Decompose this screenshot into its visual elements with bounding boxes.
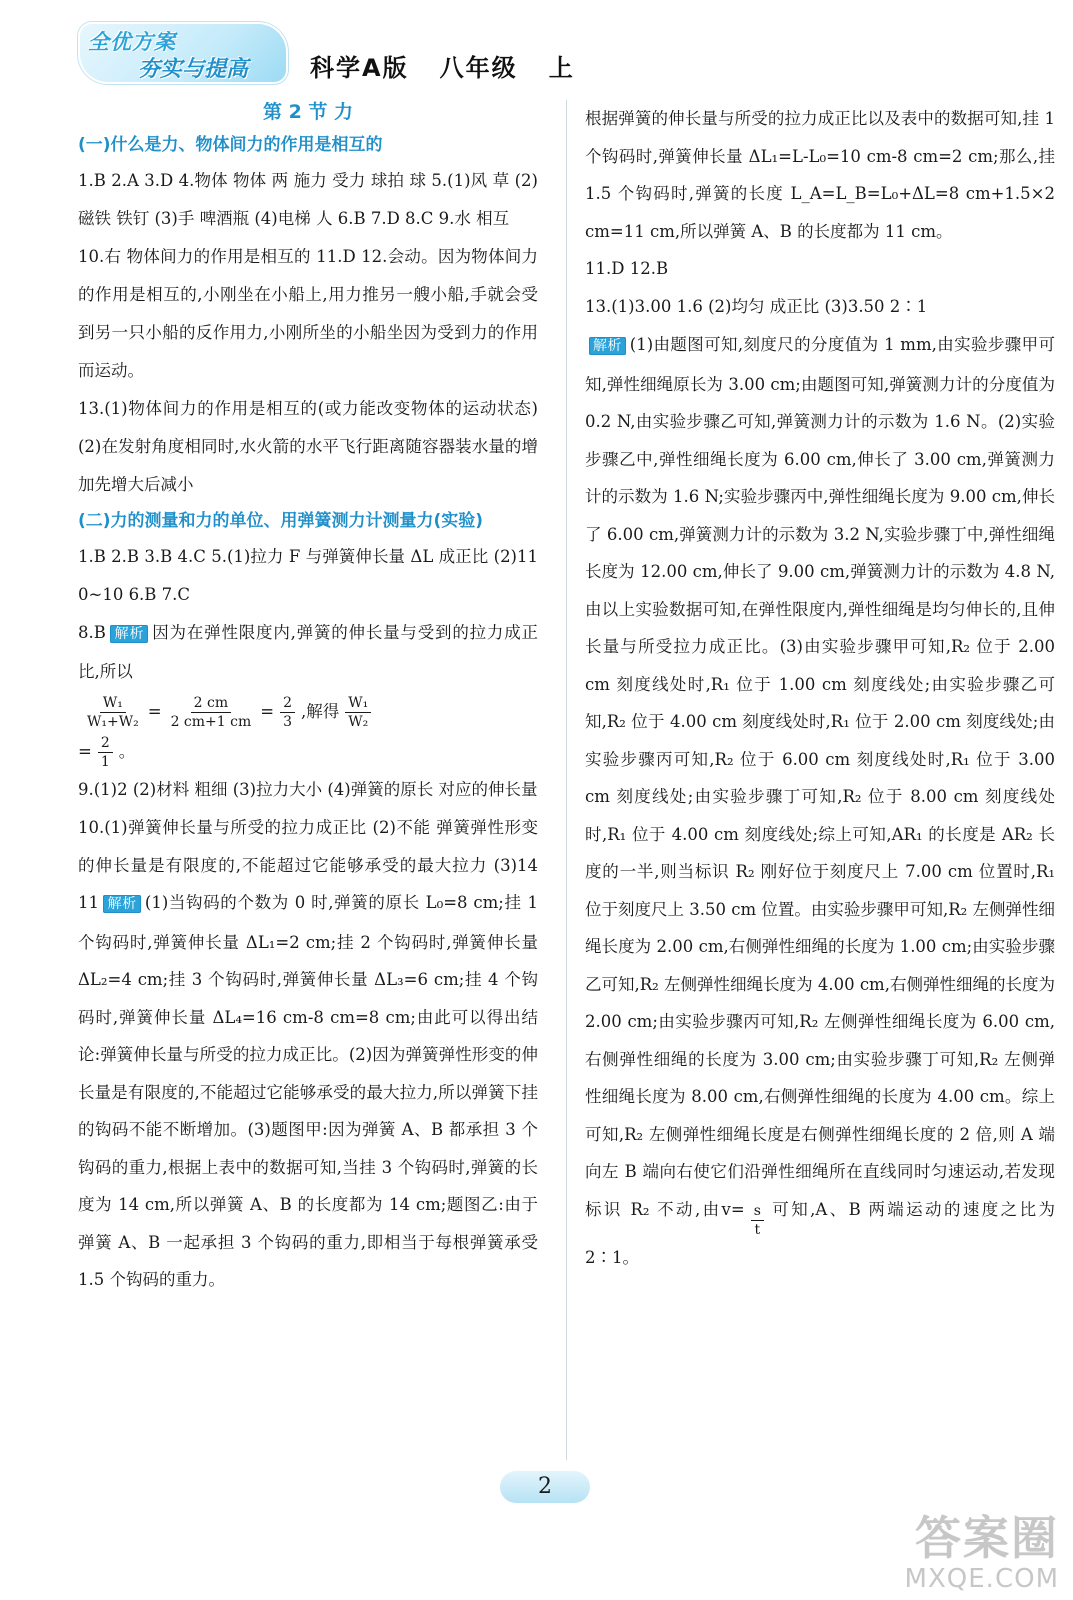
- section-title: 第 2 节 力: [262, 101, 354, 123]
- answer-8-formula: [78, 693, 538, 731]
- fraction-numerator: s: [751, 1202, 764, 1221]
- page-header: [78, 18, 1038, 88]
- answer-8-result: [78, 733, 538, 771]
- answer-13-analysis-text: (1)由题图可知,刻度尺的分度值为 1 mm,由实验步骤甲可知,弹性细绳原长为 3.00 cm;由题图可知,弹簧测力计的分度值为 0.2 N,由实验步骤乙可知,弹簧测力计的示数为 1.6 N。(2)实验步骤乙中,弹性细绳长度为 6.00 cm,伸长了 3.00 cm,弹簧测力计的示数为 1.6 N;实验步骤丙中,弹性细绳长度为 9.00 cm,伸长了 6.00 cm,弹簧测力计的示数为 3.2 N,实验步骤丁中,弹性细绳长度为 12.00 cm,伸长了 9.00 cm,弹簧测力计的示数为 4.8 N,由以上实验数据可知,在弹性限度内,弹性细绳是均匀伸长的,且伸长量与所受拉力成正比。(3)由实验步骤甲可知,R₂ 位于 2.00 cm 刻度线处时,R₁ 位于 1.00 cm 刻度线处;由实验步骤乙可知,R₂ 位于 4.00 cm 刻度线处时,R₁ 位于 2.00 cm 刻度线处;由实验步骤丙可知,R₂ 位于 6.00 cm 刻度线处时,R₁ 位于 3.00 cm 刻度线处;由实验步骤丁可知,R₂ 位于 8.00 cm 刻度线处时,R₁ 位于 4.00 cm 刻度线处;综上可知,AR₁ 的长度是 AR₂ 长度的一半,则当标识 R₂ 刚好位于刻度尺上 7.00 cm 位置时,R₁ 位于刻度尺上 3.50 cm 位置。由实验步骤甲可知,R₂ 左侧弹性细绳长度为 2.00 cm,右侧弹性细绳的长度为 1.00 cm;由实验步骤乙可知,R₂ 左侧弹性细绳长度为 4.00 cm,右侧弹性细绳的长度为 2.00 cm;由实验步骤丙可知,R₂ 左侧弹性细绳长度为 6.00 cm,右侧弹性细绳的长度为 3.00 cm;由实验步骤丁可知,R₂ 左侧弹性细绳长度为 8.00 cm,右侧弹性细绳的长度为 4.00 cm。综上可知,R₂ 左侧弹性细绳长度是右侧弹性细绳长度的 2 倍,则 A 端向左 B 端向右使它们沿弹性细绳所在直线同时匀速运动,若发现标识 R₂ 不动,由: [585, 335, 1055, 1219]
- fraction-denominator: W₂: [348, 713, 369, 730]
- answer-10-continued: 根据弹簧的伸长量与所受的拉力成正比以及表中的数据可知,挂 1 个钩码时,弹簧伸长量 ΔL₁=L-L₀=10 cm-8 cm=2 cm;那么,挂 1.5 个钩码时,弹簧的长度 L_A=L_B=L₀+ΔL=8 cm+1.5×2 cm=11 cm,所以弹簧 A、B 的长度都为 11 cm。: [585, 109, 1055, 241]
- fraction-two-one: [98, 734, 113, 771]
- answer-10-analysis: (1)当钩码的个数为 0 时,弹簧的原长 L₀=8 cm;挂 1 个钩码时,弹簧伸长量 ΔL₁=2 cm;挂 2 个钩码时,弹簧伸长量 ΔL₂=4 cm;挂 3 个钩码时,弹簧伸长量 ΔL₃=6 cm;挂 4 个钩码时,弹簧伸长量 ΔL₄=16 cm-8 cm=8 cm;由此可以得出结论:弹簧伸长量与所受的拉力成正比。(2)因为弹簧弹性形变的伸长量是有限度的,不能超过它能够承受的最大拉力,所以弹簧下挂的钩码不能不断增加。(3)题图甲:因为弹簧 A、B 都承担 3 个钩码的重力,根据上表中的数据可知,当挂 3 个钩码时,弹簧的长度为 14 cm,所以弹簧 A、B 的长度都为 14 cm;题图乙:由于弹簧 A、B 一起承担 3 个钩码的重力,即相当于每根弹簧承受 1.5 个钩码的重力。: [78, 893, 538, 1289]
- answer-10-text: 10.(1)弹簧伸长量与所受的拉力成正比 (2)不能 弹簧弹性形变的伸长量是有限度的,不能超过它能够承受的最大拉力 (3)14 11: [78, 818, 538, 912]
- fraction-cm: [168, 694, 255, 731]
- answer-13: 13.(1)3.00 1.6 (2)均匀 成正比 (3)3.50 2∶1: [585, 297, 928, 316]
- logo-line-1: 全优方案: [88, 30, 176, 54]
- fraction-numerator: W₁: [345, 694, 371, 713]
- equals-sign: =: [78, 742, 92, 761]
- column-divider: [566, 100, 567, 1460]
- fraction-numerator: 2: [98, 734, 113, 753]
- analysis-tag: 解析: [589, 337, 626, 355]
- subsection-heading-1: (一)什么是力、物体间力的作用是相互的: [78, 135, 383, 155]
- answers-1-7: 1.B 2.B 3.B 4.C 5.(1)拉力 F 与弹簧伸长量 ΔL 成正比 (2)11 0~10 6.B 7.C: [78, 547, 538, 604]
- answer-13-conclusion: 可知,A、B 两端运动的速度之比为 2∶1。: [585, 1199, 1055, 1267]
- logo-line-2: 夯实与提高: [138, 57, 249, 82]
- fraction-denominator: 1: [100, 753, 110, 770]
- right-column: [585, 100, 1055, 1276]
- analysis-tag: 解析: [110, 625, 148, 643]
- formula-text: ,解得: [301, 702, 340, 721]
- fraction-two-thirds: [280, 694, 295, 731]
- period: 。: [118, 742, 136, 761]
- velocity-lhs: v=: [721, 1199, 745, 1219]
- fraction-numerator: W₁: [100, 694, 126, 713]
- answer-10: [78, 809, 538, 1299]
- fraction-w1-sum: [84, 694, 142, 731]
- answers-10-12: 10.右 物体间力的作用是相互的 11.D 12.会动。因为物体间力的作用是相互的,小刚坐在小船上,用力推另一艘小船,手就会受到另一只小船的反作用力,小刚所坐的小船坐因为受到力的作用而运动。: [78, 247, 538, 380]
- answer-9: 9.(1)2 (2)材料 粗细 (3)拉力大小 (4)弹簧的原长 对应的伸长量: [78, 780, 538, 799]
- fraction-w1-w2: [345, 694, 371, 731]
- subsection-heading-2: (二)力的测量和力的单位、用弹簧测力计测量力(实验): [78, 511, 484, 531]
- answers-11-12: 11.D 12.B: [585, 259, 669, 278]
- velocity-formula: [721, 1199, 770, 1238]
- watermark-url: MXQE.COM: [904, 1564, 1059, 1594]
- page-number-badge: [490, 1465, 600, 1509]
- answer-8-label: 8.B: [78, 623, 106, 642]
- answer-13-analysis: [585, 326, 1055, 1276]
- answer-8-text: 因为在弹性限度内,弹簧的伸长量与受到的拉力成正比,所以: [78, 623, 539, 681]
- answer-13: 13.(1)物体间力的作用是相互的(或力能改变物体的运动状态) (2)在发射角度相同时,水火箭的水平飞行距离随容器装水量的增加先增大后减小: [78, 399, 538, 494]
- fraction-s-t: [751, 1202, 764, 1239]
- equals-sign: =: [260, 702, 275, 721]
- left-column: [78, 100, 538, 1299]
- page-number: 2: [538, 1474, 552, 1499]
- book-title: 科学A版 八年级 上: [310, 54, 575, 82]
- answer-8: [78, 614, 538, 691]
- watermark-title: 答案圈: [915, 1511, 1059, 1565]
- answers-1-9: 1.B 2.A 3.D 4.物体 物体 两 施力 受力 球拍 球 5.(1)风 草 (2)磁铁 铁钉 (3)手 啤酒瓶 (4)电梯 人 6.B 7.D 8.C 9.水 相互: [78, 171, 538, 228]
- fraction-denominator: 2 cm+1 cm: [170, 713, 252, 730]
- equals-sign: =: [147, 702, 162, 721]
- fraction-denominator: W₁+W₂: [87, 713, 139, 730]
- fraction-denominator: 3: [283, 713, 292, 730]
- fraction-numerator: 2: [280, 694, 295, 713]
- watermark: [905, 1512, 1059, 1594]
- series-logo: [78, 22, 288, 84]
- fraction-denominator: t: [754, 1221, 761, 1238]
- fraction-numerator: 2 cm: [191, 694, 231, 713]
- analysis-tag: 解析: [103, 895, 141, 913]
